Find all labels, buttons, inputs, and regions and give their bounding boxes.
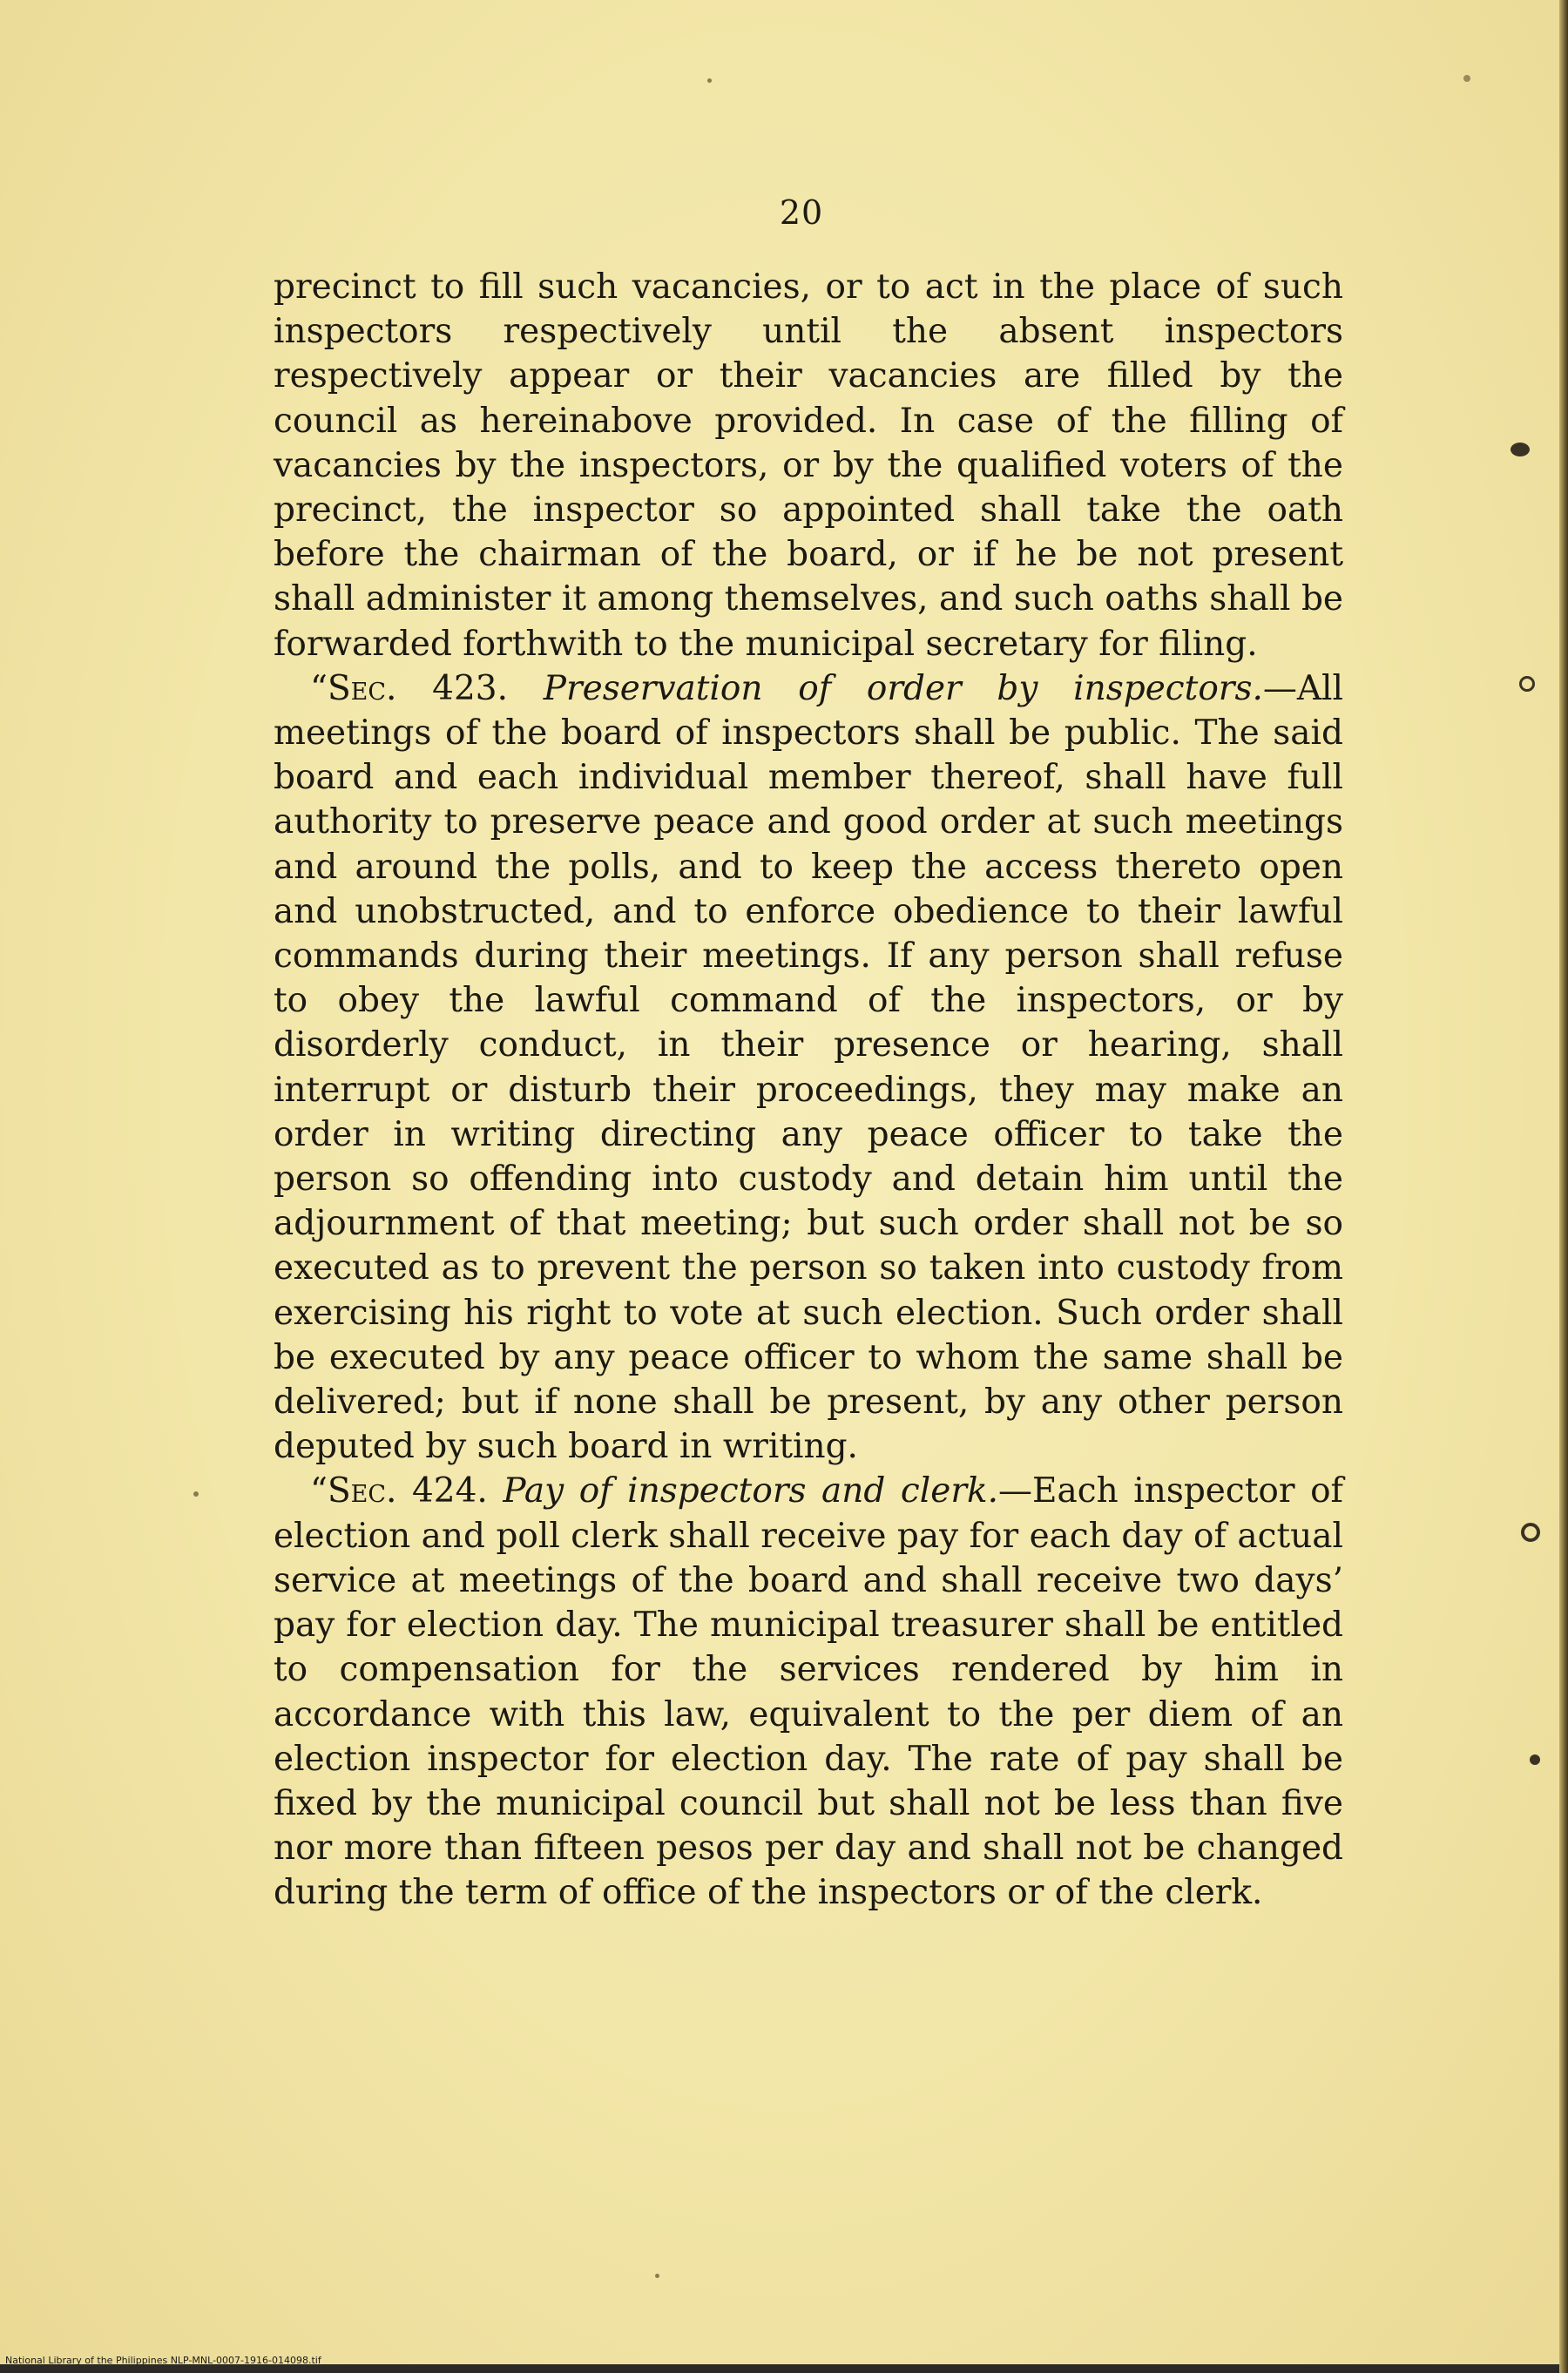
- section-423: [274, 666, 1343, 1470]
- page-number: 20: [779, 193, 824, 232]
- paper-speck: [1463, 75, 1470, 82]
- open-quote: “: [310, 668, 328, 708]
- paragraph-continuation: precinct to fill such vacancies, or to act in the place of such inspectors respectively until the absent inspectors respectively appear or their vacancies are filled by the council as hereinabove provided. In case of the filling of vacancies by the inspectors, or by the qualified voters of the precinct, the inspector so appointed shall take the oath before the chairman of the board, or if he be not present shall administer it among themselves, and such oaths shall be forwarded forthwith to the municipal secretary for filing.: [274, 267, 1343, 664]
- section-label: Sec.: [327, 1471, 397, 1511]
- paper-speck: [707, 78, 712, 83]
- body-text: [274, 265, 1343, 1916]
- paper-speck: [655, 2274, 659, 2278]
- binding-hole-mark: [1521, 1523, 1540, 1542]
- section-body: —Each inspector of election and poll clerk shall receive pay for each day of actual service at meetings of the board and shall receive two days’ pay for election day. The municipal treasurer shall be entitled to compensation for the services rendered by him in accordance with this law, equivalent to the per diem of an election inspector for election day. The rate of pay shall be fixed by the municipal council but shall not be less than five nor more than fifteen pesos per day and shall not be changed during the term of office of the inspectors or of the clerk.: [274, 1471, 1343, 1913]
- section-number: 424.: [396, 1471, 504, 1511]
- binding-hole-mark: [1519, 676, 1535, 692]
- open-quote: “: [310, 1471, 328, 1511]
- section-heading: Pay of inspectors and clerk.: [503, 1471, 998, 1511]
- paper-speck: [193, 1491, 199, 1497]
- section-424: [274, 1469, 1343, 1915]
- section-number: 423.: [396, 668, 544, 708]
- section-heading: Preservation of order by inspectors.: [543, 668, 1263, 708]
- scan-credit-label: National Library of the Philippines NLP-MNL-0007-1916-014098.tif: [5, 2355, 321, 2366]
- section-label: Sec.: [327, 668, 397, 708]
- binding-hole-mark: [1530, 1754, 1540, 1765]
- section-body: —All meetings of the board of inspectors shall be public. The said board and each individual member thereof, shall have full authority to preserve peace and good order at such meetings and around the polls, and to keep the access thereto open and unobstructed, and to enforce obedience to their lawful commands during their meetings. If any person shall refuse to obey the lawful command of the inspectors, or by disorderly conduct, in their presence or hearing, shall interrupt or disturb their proceedings, they may make an order in writing directing any peace officer to take the person so offending into custody and detain him until the adjournment of that meeting; but such order shall not be so executed as to prevent the person so taken into custody from exercising his right to vote at such election. Such order shall be executed by any peace officer to whom the same shall be delivered; but if none shall be present, by any other person deputed by such board in writing.: [274, 668, 1343, 1467]
- binding-hole-mark: [1511, 443, 1530, 456]
